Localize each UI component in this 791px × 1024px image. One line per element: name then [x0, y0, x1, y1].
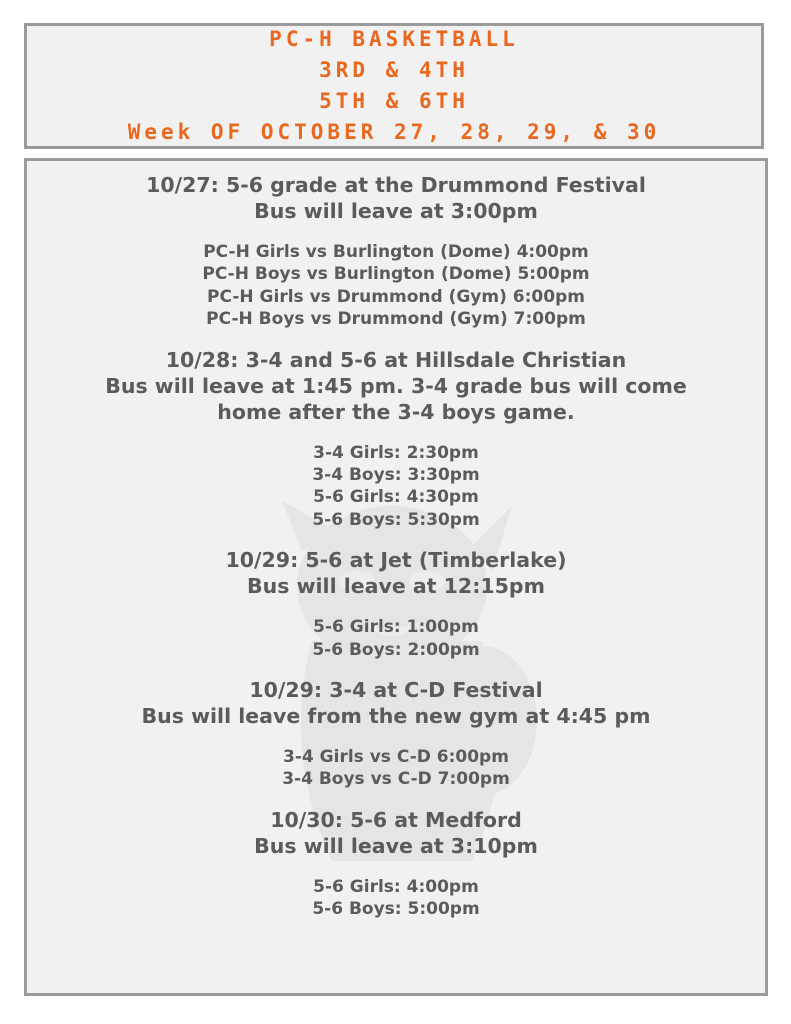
schedule-section-oct29-cd	[142, 677, 651, 791]
game-list	[254, 876, 538, 921]
game-item: 3-4 Boys: 3:30pm	[312, 465, 480, 486]
title-line-4: Week OF OCTOBER 27, 28, 29, & 30	[127, 120, 661, 144]
schedule-list	[27, 161, 765, 937]
game-list	[105, 442, 687, 532]
game-item: PC-H Boys vs Drummond (Gym) 7:00pm	[206, 309, 586, 330]
schedule-section-oct28	[105, 347, 687, 532]
game-item: 5-6 Boys: 5:30pm	[312, 509, 480, 530]
section-heading-line: Bus will leave at 3:10pm	[254, 833, 538, 858]
section-heading-line: Bus will leave at 12:15pm	[247, 574, 545, 599]
section-heading-line: Bus will leave from the new gym at 4:45 pm	[141, 704, 651, 729]
game-item: 3-4 Boys vs C-D 7:00pm	[282, 769, 510, 790]
section-heading-line: home after the 3-4 boys game.	[217, 399, 575, 424]
game-item: 5-6 Girls: 4:30pm	[313, 487, 479, 508]
section-heading-line: Bus will leave at 1:45 pm. 3-4 grade bus will come	[105, 373, 687, 398]
game-list	[146, 241, 646, 331]
section-heading-line: 10/29: 3-4 at C-D Festival	[249, 678, 543, 703]
title-line-3: 5TH & 6TH	[319, 89, 469, 113]
title-line-2: 3RD & 4TH	[319, 58, 469, 82]
game-item: 5-6 Girls: 1:00pm	[313, 617, 479, 638]
schedule-section-oct29-jet	[226, 547, 567, 661]
game-item: PC-H Girls vs Drummond (Gym) 6:00pm	[207, 286, 585, 307]
section-heading-line: 10/30: 5-6 at Medford	[270, 807, 522, 832]
game-list	[142, 746, 651, 791]
section-heading-line: 10/27: 5-6 grade at the Drummond Festival	[146, 173, 646, 197]
title-banner	[24, 23, 764, 149]
section-heading-line: 10/29: 5-6 at Jet (Timberlake)	[225, 548, 567, 573]
game-item: 3-4 Girls vs C-D 6:00pm	[283, 747, 509, 768]
game-list	[226, 616, 567, 661]
game-item: 5-6 Boys: 5:00pm	[312, 899, 480, 920]
game-item: 5-6 Boys: 2:00pm	[312, 639, 480, 660]
section-heading-line: 10/28: 3-4 and 5-6 at Hillsdale Christian	[165, 347, 627, 372]
schedule-section-oct30	[254, 807, 538, 921]
game-item: PC-H Girls vs Burlington (Dome) 4:00pm	[203, 242, 589, 262]
game-item: 5-6 Girls: 4:00pm	[313, 876, 479, 897]
schedule-panel	[24, 158, 768, 996]
title-line-1: PC-H BASKETBALL	[269, 27, 519, 51]
section-heading-line: Bus will leave at 3:00pm	[254, 199, 538, 223]
schedule-section-oct27	[146, 172, 646, 331]
game-item: PC-H Boys vs Burlington (Dome) 5:00pm	[202, 264, 590, 285]
game-item: 3-4 Girls: 2:30pm	[313, 442, 479, 463]
